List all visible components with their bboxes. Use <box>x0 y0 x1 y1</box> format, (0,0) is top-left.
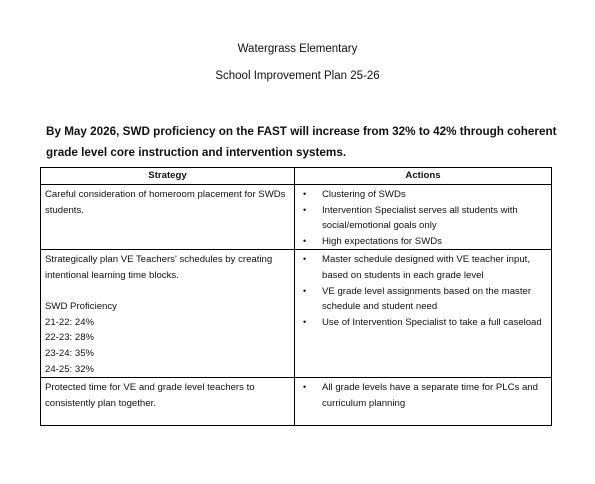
proficiency-year: 24-25: 32% <box>45 363 95 375</box>
actions-list <box>301 252 545 330</box>
bullet-icon: • <box>303 316 307 327</box>
strategy-text: Protected time for VE and grade level teachers to consistently plan together. <box>45 382 255 409</box>
list-item <box>301 252 545 283</box>
action-text: All grade levels have a separate time for PLCs and curriculum planning <box>322 382 538 409</box>
actions-cell <box>295 250 552 378</box>
table-row <box>41 185 552 250</box>
action-text: VE grade level assignments based on the master schedule and student need <box>322 285 532 313</box>
list-item <box>301 380 545 411</box>
list-item <box>301 187 545 203</box>
table-row <box>41 378 552 426</box>
bullet-icon: • <box>303 382 307 393</box>
actions-cell <box>295 378 552 426</box>
strategy-text: Careful consideration of homeroom placement for SWDs students. <box>45 189 286 216</box>
strategy-column-header: Strategy <box>41 168 295 185</box>
action-text: High expectations for SWDs <box>322 235 442 247</box>
bullet-icon: • <box>303 285 307 296</box>
action-text: Intervention Specialist serves all students with social/emotional goals only <box>322 204 518 232</box>
proficiency-heading: SWD Proficiency <box>45 301 117 313</box>
actions-list <box>301 187 545 249</box>
action-text: Master schedule designed with VE teacher input, based on students in each grade level <box>322 254 530 281</box>
list-item <box>301 284 545 315</box>
list-item <box>301 315 545 331</box>
action-text: Clustering of SWDs <box>322 189 406 200</box>
bullet-icon: • <box>303 189 307 199</box>
strategy-actions-table <box>40 167 552 426</box>
strategy-cell <box>41 185 295 250</box>
strategy-cell <box>41 378 295 426</box>
school-name: Watergrass Elementary <box>237 43 358 55</box>
plan-title: School Improvement Plan 25-26 <box>215 70 380 82</box>
list-item <box>301 234 545 250</box>
strategy-cell <box>41 250 295 378</box>
actions-cell <box>295 185 552 250</box>
goal-statement: By May 2026, SWD proficiency on the FAST will increase from 32% to 42% through coherent grade level core instruction and intervention systems. <box>46 125 557 159</box>
strategy-text: Strategically plan VE Teachers' schedules by creating intentional learning time blocks. <box>45 254 273 281</box>
actions-column-header: Actions <box>295 168 552 185</box>
action-text: Use of Intervention Specialist to take a full caseload <box>322 316 542 328</box>
bullet-icon: • <box>303 235 307 246</box>
proficiency-year: 23-24: 35% <box>45 347 95 359</box>
bullet-icon: • <box>303 254 307 265</box>
proficiency-year: 22-23: 28% <box>45 332 95 344</box>
bullet-icon: • <box>303 204 307 215</box>
actions-list <box>301 380 545 411</box>
table-row <box>41 250 552 378</box>
list-item <box>301 203 545 234</box>
proficiency-year: 21-22: 24% <box>45 316 95 328</box>
